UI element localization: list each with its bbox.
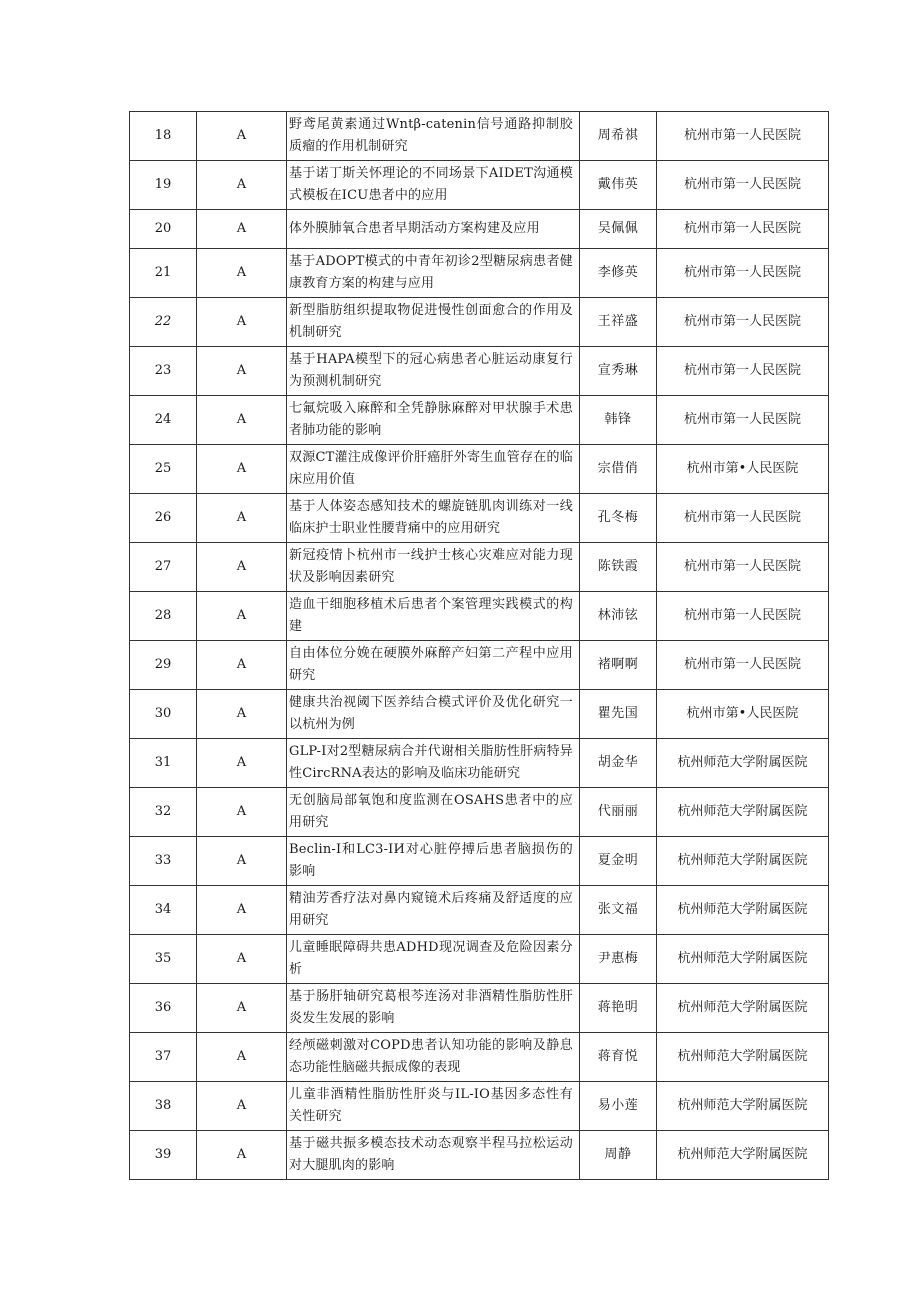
- applicant-cell: 吴佩佩: [580, 210, 657, 249]
- applicant-cell: 周希祺: [580, 112, 657, 161]
- applicant-cell: 王祥盛: [580, 298, 657, 347]
- applicant-cell: 胡金华: [580, 739, 657, 788]
- table-row: [130, 984, 829, 1033]
- grade-cell: A: [197, 210, 287, 249]
- institution-cell: 杭州市第一人民医院: [657, 249, 829, 298]
- row-number: 23: [130, 347, 197, 396]
- institution-cell: 杭州师范大学附属医院: [657, 1082, 829, 1131]
- row-number: 37: [130, 1033, 197, 1082]
- table-row: [130, 347, 829, 396]
- institution-cell: 杭州市第一人民医院: [657, 347, 829, 396]
- applicant-cell: 孔冬梅: [580, 494, 657, 543]
- table-row: [130, 396, 829, 445]
- grade-cell: A: [197, 445, 287, 494]
- institution-cell: 杭州市第•人民医院: [657, 690, 829, 739]
- project-title-cell: 儿童非酒精性脂肪性肝炎与IL-IO基因多态性有关性研究: [287, 1082, 580, 1131]
- row-number: 18: [130, 112, 197, 161]
- project-title-cell: 体外膜肺氧合患者早期活动方案构建及应用: [287, 210, 580, 249]
- grade-cell: A: [197, 396, 287, 445]
- institution-cell: 杭州市第一人民医院: [657, 494, 829, 543]
- row-number: 29: [130, 641, 197, 690]
- row-number: 39: [130, 1131, 197, 1180]
- grade-cell: A: [197, 543, 287, 592]
- applicant-cell: 褚啊啊: [580, 641, 657, 690]
- institution-cell: 杭州市第一人民医院: [657, 641, 829, 690]
- grade-cell: A: [197, 739, 287, 788]
- institution-cell: 杭州市第一人民医院: [657, 396, 829, 445]
- institution-cell: 杭州市第一人民医院: [657, 161, 829, 210]
- table-row: [130, 161, 829, 210]
- grade-cell: A: [197, 592, 287, 641]
- table-row: [130, 739, 829, 788]
- row-number: 28: [130, 592, 197, 641]
- project-title-cell: 基于磁共振多模态技术动态观察半程马拉松运动对大腿肌肉的影响: [287, 1131, 580, 1180]
- row-number: 36: [130, 984, 197, 1033]
- row-number: 33: [130, 837, 197, 886]
- institution-cell: 杭州师范大学附属医院: [657, 886, 829, 935]
- project-title-cell: 无创脑局部氧饱和度监测在OSAHS患者中的应用研究: [287, 788, 580, 837]
- table-row: [130, 592, 829, 641]
- institution-cell: 杭州市第一人民医院: [657, 592, 829, 641]
- grade-cell: A: [197, 837, 287, 886]
- applicant-cell: 尹惠梅: [580, 935, 657, 984]
- table-row: [130, 886, 829, 935]
- applicant-cell: 宗借俏: [580, 445, 657, 494]
- grade-cell: A: [197, 1033, 287, 1082]
- grade-cell: A: [197, 249, 287, 298]
- grade-cell: A: [197, 298, 287, 347]
- applicant-cell: 代丽丽: [580, 788, 657, 837]
- applicant-cell: 韩锋: [580, 396, 657, 445]
- table-row: [130, 112, 829, 161]
- institution-cell: 杭州师范大学附属医院: [657, 1131, 829, 1180]
- row-number: 27: [130, 543, 197, 592]
- row-number: 25: [130, 445, 197, 494]
- project-title-cell: 野鸢尾黄素通过Wntβ-catenin信号通路抑制胶质瘤的作用机制研究: [287, 112, 580, 161]
- grade-cell: A: [197, 935, 287, 984]
- applicant-cell: 蒋育悦: [580, 1033, 657, 1082]
- table-row: [130, 690, 829, 739]
- row-number: 30: [130, 690, 197, 739]
- institution-cell: 杭州师范大学附属医院: [657, 837, 829, 886]
- row-number: 20: [130, 210, 197, 249]
- grade-cell: A: [197, 347, 287, 396]
- applicant-cell: 陈铁霞: [580, 543, 657, 592]
- table-row: [130, 837, 829, 886]
- row-number: 24: [130, 396, 197, 445]
- project-title-cell: 经颅磁刺激对COPD患者认知功能的影响及静息态功能性脑磁共振成像的表现: [287, 1033, 580, 1082]
- row-number: 19: [130, 161, 197, 210]
- project-table: [129, 111, 829, 1180]
- institution-cell: 杭州师范大学附属医院: [657, 739, 829, 788]
- project-title-cell: 基于肠肝轴研究葛根芩连汤对非酒精性脂肪性肝炎发生发展的影响: [287, 984, 580, 1033]
- table-row: [130, 249, 829, 298]
- applicant-cell: 宣秀琳: [580, 347, 657, 396]
- grade-cell: A: [197, 1082, 287, 1131]
- institution-cell: 杭州市第•人民医院: [657, 445, 829, 494]
- table-row: [130, 1033, 829, 1082]
- project-title-cell: 新冠疫情卜杭州市一线护士核心灾难应对能力现状及影响因素研究: [287, 543, 580, 592]
- grade-cell: A: [197, 641, 287, 690]
- table-row: [130, 210, 829, 249]
- table-row: [130, 788, 829, 837]
- row-number: 31: [130, 739, 197, 788]
- project-title-cell: 基于ADOPT模式的中青年初诊2型糖尿病患者健康教育方案的构建与应用: [287, 249, 580, 298]
- institution-cell: 杭州师范大学附属医院: [657, 788, 829, 837]
- table-row: [130, 298, 829, 347]
- row-number: 22: [130, 298, 197, 347]
- grade-cell: A: [197, 690, 287, 739]
- table-row: [130, 641, 829, 690]
- project-title-cell: 基于HAPA模型下的冠心病患者心脏运动康复行为预测机制研究: [287, 347, 580, 396]
- applicant-cell: 蒋艳明: [580, 984, 657, 1033]
- project-title-cell: 双源CT灌注成像评价肝癌肝外寄生血管存在的临床应用价值: [287, 445, 580, 494]
- applicant-cell: 瞿先国: [580, 690, 657, 739]
- institution-cell: 杭州市第一人民医院: [657, 112, 829, 161]
- table-row: [130, 543, 829, 592]
- institution-cell: 杭州市第一人民医院: [657, 298, 829, 347]
- project-title-cell: 新型脂肪组织提取物促进慢性创面愈合的作用及机制研究: [287, 298, 580, 347]
- project-title-cell: 自由体位分娩在硬膜外麻醉产妇第二产程中应用研究: [287, 641, 580, 690]
- table-row: [130, 445, 829, 494]
- row-number: 35: [130, 935, 197, 984]
- applicant-cell: 周静: [580, 1131, 657, 1180]
- table-row: [130, 935, 829, 984]
- grade-cell: A: [197, 161, 287, 210]
- institution-cell: 杭州师范大学附属医院: [657, 984, 829, 1033]
- row-number: 32: [130, 788, 197, 837]
- applicant-cell: 易小莲: [580, 1082, 657, 1131]
- institution-cell: 杭州市第一人民医院: [657, 543, 829, 592]
- project-title-cell: 儿童睡眠障碍共患ADHD现况调查及危险因素分析: [287, 935, 580, 984]
- grade-cell: A: [197, 1131, 287, 1180]
- applicant-cell: 夏金明: [580, 837, 657, 886]
- institution-cell: 杭州市第一人民医院: [657, 210, 829, 249]
- table-row: [130, 1131, 829, 1180]
- applicant-cell: 戴伟英: [580, 161, 657, 210]
- row-number: 34: [130, 886, 197, 935]
- row-number: 21: [130, 249, 197, 298]
- project-title-cell: Beclin-I和LC3-IИ对心脏停搏后患者脑损伤的影响: [287, 837, 580, 886]
- project-title-cell: 基于诺丁斯关怀理论的不同场景下AIDET沟通模式模板在ICU患者中的应用: [287, 161, 580, 210]
- project-title-cell: 基于人体姿态感知技术的螺旋链肌肉训练对一线临床护士职业性腰背痛中的应用研究: [287, 494, 580, 543]
- institution-cell: 杭州师范大学附属医院: [657, 935, 829, 984]
- row-number: 38: [130, 1082, 197, 1131]
- applicant-cell: 张文福: [580, 886, 657, 935]
- applicant-cell: 林沛铉: [580, 592, 657, 641]
- institution-cell: 杭州师范大学附属医院: [657, 1033, 829, 1082]
- project-title-cell: GLP-I对2型糖尿病合并代谢相关脂肪性肝病特异性CircRNA表达的影响及临床功能研究: [287, 739, 580, 788]
- project-title-cell: 精油芳香疗法对鼻内窥镜术后疼痛及舒适度的应用研究: [287, 886, 580, 935]
- table-row: [130, 494, 829, 543]
- grade-cell: A: [197, 886, 287, 935]
- grade-cell: A: [197, 112, 287, 161]
- grade-cell: A: [197, 984, 287, 1033]
- grade-cell: A: [197, 494, 287, 543]
- row-number: 26: [130, 494, 197, 543]
- project-title-cell: 七氟烷吸入麻醉和全凭静脉麻醉对甲状腺手术患者肺功能的影响: [287, 396, 580, 445]
- grade-cell: A: [197, 788, 287, 837]
- project-title-cell: 健康共治视阈下医养结合模式评价及优化研究一以杭州为例: [287, 690, 580, 739]
- table-row: [130, 1082, 829, 1131]
- applicant-cell: 李修英: [580, 249, 657, 298]
- project-title-cell: 造血干细胞移植术后患者个案管理实践模式的构建: [287, 592, 580, 641]
